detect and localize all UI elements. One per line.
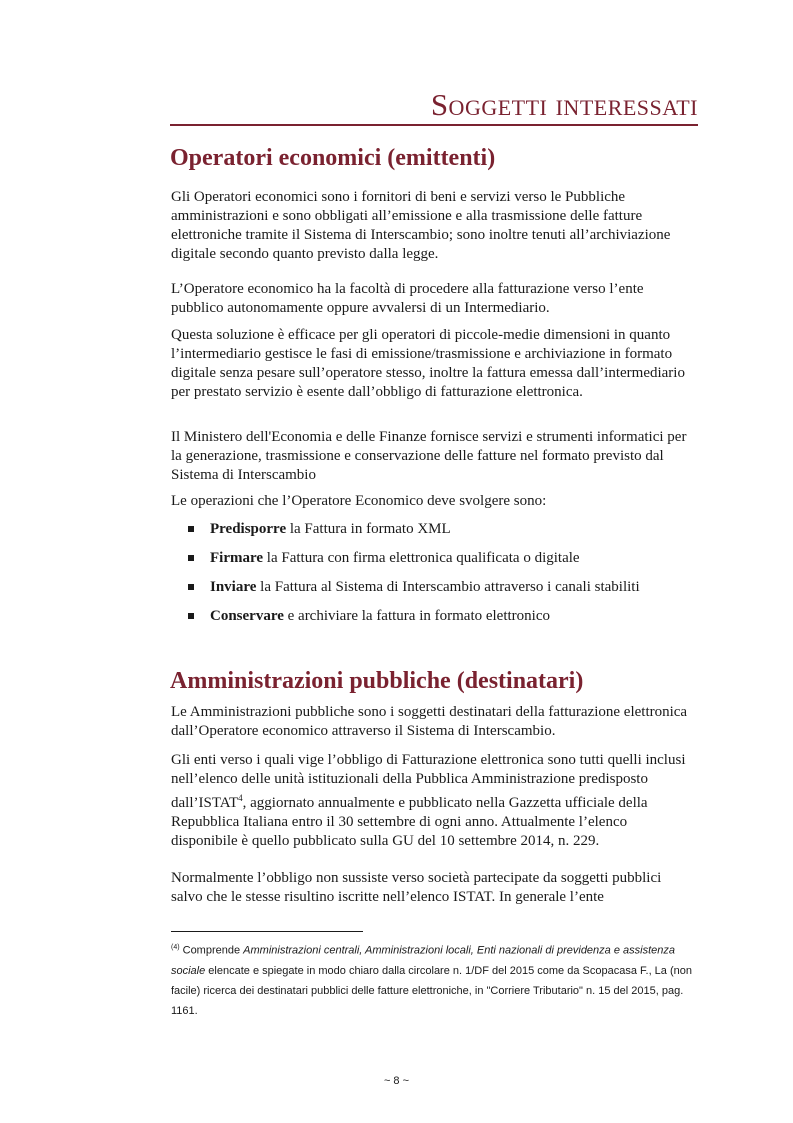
- paragraph: Gli Operatori economici sono i fornitori di beni e servizi verso le Pubbliche amministrazioni e sono obbligati all’emissione e alla trasmissione delle fatture elettroniche tramite il Sistema di Interscambio; sono inoltre tenuti all’archiviazione digitale secondo quanto previsto dalla legge.: [171, 189, 671, 262]
- page-number: ~ 8 ~: [383, 1075, 410, 1087]
- paragraph: L’Operatore economico ha la facoltà di procedere alla fatturazione verso l’ente pubblico autonomamente oppure avvalersi di un Intermediario.: [171, 281, 644, 316]
- operations-list: [188, 520, 688, 636]
- bullet-square-icon: [188, 555, 194, 561]
- footnote-separator: [171, 931, 363, 932]
- list-item: [188, 578, 688, 607]
- paragraph-text: , aggiornato annualmente e pubblicato nella Gazzetta ufficiale della Repubblica Italiana entro il 30 settembre di ogni anno. Attualmente l’elenco disponibile è quello pubblicato sulla GU del 10 settembre 2014, n. 229.: [171, 795, 648, 849]
- list-item-text: e archiviare la fattura in formato elettronico: [283, 608, 550, 624]
- list-item: [188, 607, 688, 636]
- paragraph: Il Ministero dell'Economia e delle Finanze fornisce servizi e strumenti informatici per la generazione, trasmissione e conservazione delle fatture nel formato previsto dal Sistema di Interscambio: [171, 429, 687, 483]
- paragraph: Le operazioni che l’Operatore Economico deve svolgere sono:: [171, 493, 547, 509]
- section-heading-operatori: Operatori economici (emittenti): [170, 145, 496, 171]
- list-item-keyword: Conservare: [210, 608, 284, 624]
- paragraph: Le Amministrazioni pubbliche sono i soggetti destinatari della fatturazione elettronica dall’Operatore economico attraverso il Sistema di Interscambio.: [171, 704, 688, 739]
- chapter-title-underline: [170, 124, 698, 126]
- footnote-italic-text: Amministrazioni centrali, Amministrazioni locali, Enti nazionali di previdenza e assistenza sociale: [171, 944, 675, 977]
- section-heading-amministrazioni: Amministrazioni pubbliche (destinatari): [170, 668, 584, 694]
- paragraph: Questa soluzione è efficace per gli operatori di piccole-medie dimensioni in quanto l’intermediario gestisce le fasi di emissione/trasmissione e archiviazione in formato digitale senza pesare sull’operatore stesso, inoltre la fattura emessa dall’intermediario per prestato servizio è esente dall’obbligo di fatturazione elettronica.: [171, 327, 685, 400]
- list-item: [188, 520, 688, 549]
- footnote-marker: (4): [171, 944, 180, 951]
- paragraph-text: Gli enti verso i quali vige l’obbligo di Fatturazione elettronica sono tutti quelli inclusi nell’elenco delle unità istituzionali della Pubblica Amministrazione predisposto dall’ISTAT: [171, 752, 686, 811]
- footnote: [171, 938, 696, 1021]
- list-item: [188, 549, 688, 578]
- footnote-reference[interactable]: 4: [238, 793, 243, 803]
- bullet-square-icon: [188, 584, 194, 590]
- list-item-keyword: Firmare: [210, 550, 264, 566]
- bullet-square-icon: [188, 613, 194, 619]
- chapter-title: Soggetti interessati: [430, 87, 698, 122]
- paragraph: [171, 751, 691, 851]
- list-item-text: la Fattura con firma elettronica qualificata o digitale: [263, 550, 580, 566]
- list-item-keyword: Predisporre: [210, 521, 287, 537]
- bullet-square-icon: [188, 526, 194, 532]
- footnote-text: elencate e spiegate in modo chiaro dalla circolare n. 1/DF del 2015 come da Scopacasa F., La (non facile) ricerca dei destinatari pubblici delle fatture elettroniche, in "Corriere Tributario" n. 15 del 2015, pag. 1161.: [171, 964, 692, 1017]
- list-item-text: la Fattura in formato XML: [286, 521, 451, 537]
- list-item-keyword: Inviare: [210, 579, 257, 595]
- paragraph: Normalmente l’obbligo non sussiste verso società partecipate da soggetti pubblici salvo che le stesse risultino iscritte nell’elenco ISTAT. In generale l’ente: [171, 870, 662, 905]
- list-item-text: la Fattura al Sistema di Interscambio attraverso i canali stabiliti: [256, 579, 640, 595]
- footnote-text: Comprende: [179, 944, 244, 957]
